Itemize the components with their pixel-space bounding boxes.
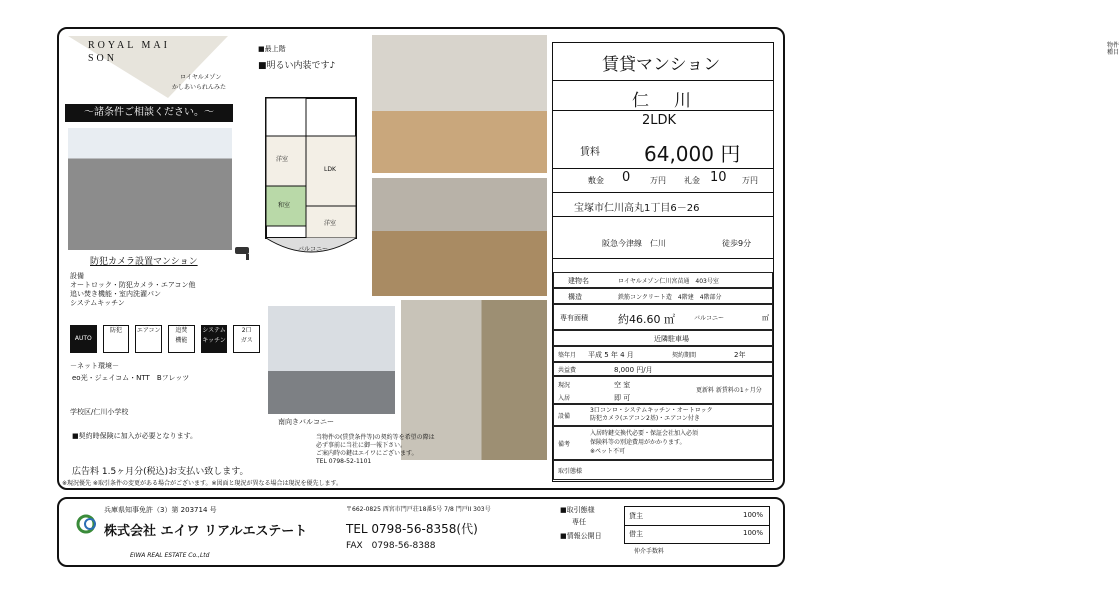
row-parking bbox=[553, 330, 773, 346]
row-common-fee bbox=[553, 362, 773, 376]
fee-table bbox=[624, 506, 770, 544]
remarks-label: 備考 bbox=[558, 441, 571, 448]
balcony-area-unit: ㎡ bbox=[762, 314, 769, 322]
term-label: 契約期間 bbox=[672, 352, 697, 359]
company-name: 株式会社 エイワ リアルエステート bbox=[104, 524, 308, 539]
security-camera-icon bbox=[232, 244, 254, 262]
access-walk: 徒歩9分 bbox=[722, 239, 752, 248]
internet-heading: －ネット環境－ bbox=[70, 362, 119, 370]
school-district: 学校区/仁川小学校 bbox=[70, 408, 129, 416]
brand-name-en-1: ROYAL MAI bbox=[88, 40, 170, 51]
balcony-area-label: バルコニー bbox=[694, 315, 725, 322]
row-building bbox=[553, 272, 773, 288]
property-layout: 2LDK bbox=[642, 113, 677, 128]
key-money-label: 礼金 bbox=[684, 176, 700, 185]
features-line-1: オートロック・防犯カメラ・エアコン他 bbox=[70, 281, 196, 289]
area: 約46.60 ㎡ bbox=[618, 313, 675, 326]
building-name: ロイヤルメゾン仁川宮苗通 403号室 bbox=[618, 278, 719, 285]
transaction-type-label: ■取引態様 bbox=[560, 506, 595, 514]
aircon-icon: エアコン bbox=[135, 325, 162, 353]
bright-interior-note: ■明るい内装です♪ bbox=[258, 61, 336, 71]
building-photo bbox=[68, 128, 232, 250]
broker-fee-label: 仲介手数料 bbox=[634, 548, 665, 555]
key-money-unit: 万円 bbox=[742, 176, 758, 185]
built: 平成 5 年 4 月 bbox=[588, 351, 634, 359]
row-transaction bbox=[553, 460, 773, 480]
fee-landlord-label: 貸主 bbox=[629, 512, 643, 520]
floorplan-balcony-label: バルコニー bbox=[298, 246, 329, 253]
floor-plan-drawing bbox=[262, 96, 360, 264]
fee-row-landlord bbox=[625, 507, 769, 526]
consult-banner-text: ～諸条件ご相談ください。～ bbox=[84, 107, 214, 118]
rent-value: 64,000 円 bbox=[644, 142, 741, 166]
property-name: 仁 川 bbox=[632, 91, 695, 111]
company-fax: FAX 0798-56-8388 bbox=[346, 541, 436, 551]
row-status bbox=[553, 376, 773, 404]
kitchen-photo bbox=[372, 35, 547, 173]
detail-table bbox=[553, 272, 773, 482]
category-side-label: 物件種目 bbox=[1107, 42, 1119, 56]
layout-row bbox=[552, 110, 774, 132]
category-row bbox=[552, 42, 1119, 81]
fee-tenant-label: 借主 bbox=[629, 530, 643, 538]
info-date-label: ■情報公開日 bbox=[560, 532, 602, 540]
deposit-label: 敷金 bbox=[588, 176, 604, 185]
fee-tenant-value: 100% bbox=[742, 529, 763, 537]
area-label: 専有面積 bbox=[560, 314, 588, 322]
floorplan-room-4: 洋室 bbox=[324, 220, 337, 227]
contact-note-1: 当物件の(賃貸条件等)の契約等を希望の際は bbox=[316, 434, 435, 441]
top-floor-note: ■最上階 bbox=[258, 45, 286, 53]
company-address: 〒662-0825 西宮市門戸荘18番5号 7/8 門戸II 303号 bbox=[346, 506, 491, 513]
row-structure bbox=[553, 288, 773, 304]
rent-row bbox=[552, 132, 774, 169]
contact-note-4: TEL 0798-52-1101 bbox=[316, 458, 372, 465]
move-in: 即 可 bbox=[614, 394, 631, 402]
company-name-en: EIWA REAL ESTATE Co.,Ltd bbox=[130, 552, 210, 559]
row-facilities bbox=[553, 404, 773, 426]
built-label: 築年月 bbox=[558, 352, 577, 359]
floorplan-room-2: 和室 bbox=[278, 202, 291, 209]
address-row bbox=[552, 196, 774, 217]
renewal: 更新料 新賃料の1ヶ月分 bbox=[696, 387, 762, 394]
gas-stove-icon: 2口 ガス bbox=[233, 325, 260, 353]
consult-banner bbox=[65, 104, 233, 122]
floor-plan bbox=[262, 96, 360, 264]
contact-note-2: 必ず事前に当社に御一報下さい。 bbox=[316, 442, 407, 449]
rent-label: 賃料 bbox=[580, 147, 600, 158]
brand-name-jp: ロイヤルメゾン bbox=[180, 74, 222, 81]
security-icon: 防犯 bbox=[103, 325, 130, 353]
row-area bbox=[553, 304, 773, 330]
features-block bbox=[70, 272, 260, 308]
row-remarks bbox=[553, 426, 773, 460]
common-fee: 8,000 円/月 bbox=[614, 366, 653, 374]
term: 2年 bbox=[734, 351, 746, 359]
floorplan-room-1: 洋室 bbox=[276, 156, 289, 163]
auto-lock-icon: AUTO bbox=[70, 325, 97, 353]
contact-note bbox=[316, 434, 536, 466]
facilities-label: 設備 bbox=[558, 413, 571, 420]
deposit-unit: 万円 bbox=[650, 176, 666, 185]
fee-landlord-value: 100% bbox=[742, 511, 763, 519]
floorplan-room-3: LDK bbox=[324, 166, 336, 173]
features-line-3: システムキッチン bbox=[70, 299, 125, 307]
company-logo-icon bbox=[76, 514, 100, 534]
feature-icons bbox=[70, 325, 260, 353]
key-money-value: 10 bbox=[710, 170, 727, 185]
deposit-value: 0 bbox=[622, 170, 631, 185]
structure: 鉄筋コンクリート造 4階建 4階部分 bbox=[618, 294, 722, 301]
insurance-notice: ■契約時保険に加入が必要となります。 bbox=[72, 432, 198, 440]
features-line-2: 追い焚き機能・室内洗濯パン bbox=[70, 290, 161, 298]
fine-print: ※現況優先 ※取引条件の変更がある場合がございます。※図面と現況が異なる場合は現況を優先します。 bbox=[62, 480, 343, 487]
fee-row-tenant bbox=[625, 525, 769, 543]
name-row bbox=[552, 80, 774, 111]
living-photo bbox=[372, 178, 547, 296]
current-status-label: 現況 bbox=[558, 382, 571, 389]
access-line: 阪急今津線 仁川 bbox=[602, 239, 666, 248]
transaction-type: 専任 bbox=[572, 518, 586, 526]
brand-banner bbox=[68, 36, 228, 98]
common-fee-label: 共益費 bbox=[558, 367, 577, 374]
building-name-label: 建物名 bbox=[568, 277, 589, 285]
brand-name-kana: かしあいられんみた bbox=[172, 84, 227, 91]
system-kitchen-icon: システム キッチン bbox=[201, 325, 228, 353]
balcony-photo bbox=[268, 306, 395, 414]
remarks: 入居時鍵交換代必要・保証会社加入必須 保険料等の別途費用がかかります。 ※ペット不可 bbox=[590, 430, 699, 455]
row-built bbox=[553, 346, 773, 362]
property-address: 宝塚市仁川高丸1丁目6－26 bbox=[574, 203, 700, 214]
ad-fee: 広告料 1.5ヶ月分(税込)お支払い致します。 bbox=[72, 467, 249, 477]
deposit-row bbox=[552, 168, 774, 193]
reheat-icon: 追焚 機能 bbox=[168, 325, 195, 353]
access-row bbox=[552, 228, 774, 259]
parking: 近隣駐車場 bbox=[654, 335, 689, 343]
contact-note-3: ご案内時の鍵はエイワにございます。 bbox=[316, 450, 418, 457]
transaction-label: 取引態様 bbox=[558, 468, 583, 475]
structure-label: 構造 bbox=[568, 293, 582, 301]
features-heading: 設備 bbox=[70, 272, 84, 280]
current-status: 空 室 bbox=[614, 381, 631, 389]
property-category: 賃貸マンション bbox=[602, 55, 721, 75]
company-license: 兵庫県知事免許（3）第 203714 号 bbox=[104, 506, 217, 514]
move-in-label: 入居 bbox=[558, 395, 571, 402]
internet-providers: eo光・ジェイコム・NTT Bフレッツ bbox=[72, 374, 190, 382]
company-tel: TEL 0798-56-8358(代) bbox=[346, 522, 478, 536]
camera-caption: 防犯カメラ設置マンション bbox=[90, 257, 198, 267]
facilities: 3口コンロ・システムキッチン・オートロック 防犯カメラ(エアコン2基)・エアコン付き bbox=[590, 407, 713, 422]
brand-name-en-2: SON bbox=[88, 53, 118, 64]
balcony-caption: 南向きバルコニー bbox=[278, 418, 334, 426]
